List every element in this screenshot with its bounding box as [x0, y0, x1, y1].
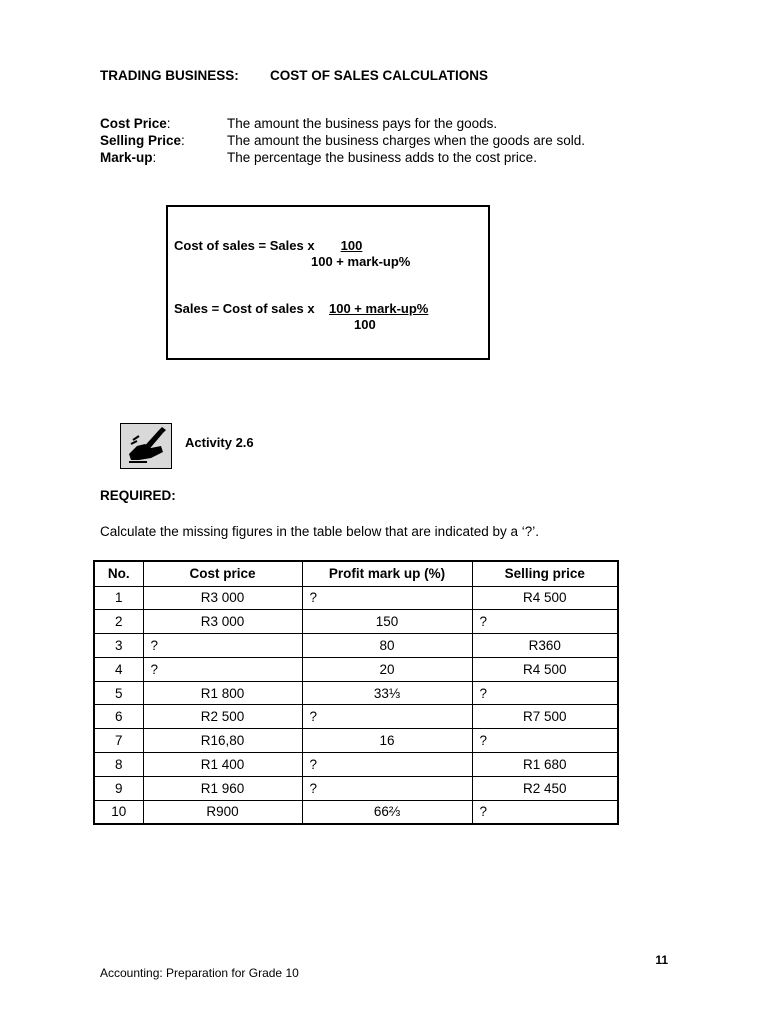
- cell-no: 7: [94, 729, 143, 753]
- markup-table: [93, 560, 619, 825]
- table-row: [94, 586, 618, 610]
- cell-selling-price: R4 500: [472, 657, 618, 681]
- formula1-denominator: 100 + mark-up%: [311, 254, 411, 269]
- header-cost-price: Cost price: [143, 561, 302, 586]
- definition-term-suffix: :: [181, 133, 185, 148]
- definition-text: The percentage the business adds to the cost price.: [227, 150, 537, 165]
- cell-cost-price: R1 800: [143, 681, 302, 705]
- definition-term: [100, 116, 171, 131]
- header-no: No.: [94, 561, 143, 586]
- table-row: [94, 776, 618, 800]
- cell-cost-price: R3 000: [143, 610, 302, 634]
- formula1-lhs: Cost of sales = Sales x: [174, 238, 315, 253]
- table-row: [94, 729, 618, 753]
- cell-no: 2: [94, 610, 143, 634]
- required-heading: REQUIRED:: [100, 488, 176, 503]
- table-row: [94, 634, 618, 658]
- cell-profit-markup: 80: [302, 634, 472, 658]
- formula2-denominator: 100: [354, 317, 376, 332]
- cell-selling-price: ?: [472, 681, 618, 705]
- definition-term: [100, 150, 156, 165]
- cell-no: 10: [94, 800, 143, 824]
- formula2-numerator: 100 + mark-up%: [329, 301, 429, 316]
- cell-no: 6: [94, 705, 143, 729]
- cell-profit-markup: ?: [302, 753, 472, 777]
- table-row: [94, 681, 618, 705]
- cell-cost-price: R2 500: [143, 705, 302, 729]
- cell-cost-price: R900: [143, 800, 302, 824]
- cell-profit-markup: ?: [302, 705, 472, 729]
- cell-profit-markup: 20: [302, 657, 472, 681]
- cell-no: 3: [94, 634, 143, 658]
- cell-cost-price: R16,80: [143, 729, 302, 753]
- cell-selling-price: R2 450: [472, 776, 618, 800]
- page-title-section: TRADING BUSINESS:: [100, 68, 239, 83]
- definition-term: [100, 133, 185, 148]
- cell-no: 1: [94, 586, 143, 610]
- cell-cost-price: R3 000: [143, 586, 302, 610]
- instruction-text: Calculate the missing figures in the table below that are indicated by a ‘?’.: [100, 524, 540, 539]
- formula-box: [166, 205, 490, 360]
- definition-text: The amount the business charges when the goods are sold.: [227, 133, 585, 148]
- footer-text: Accounting: Preparation for Grade 10: [100, 966, 299, 980]
- cell-no: 9: [94, 776, 143, 800]
- cell-cost-price: ?: [143, 657, 302, 681]
- table-row: [94, 610, 618, 634]
- formula1-numerator: 100: [340, 238, 363, 253]
- cell-selling-price: R360: [472, 634, 618, 658]
- cell-profit-markup: ?: [302, 776, 472, 800]
- header-profit-markup: Profit mark up (%): [302, 561, 472, 586]
- cell-profit-markup: 16: [302, 729, 472, 753]
- table-row: [94, 657, 618, 681]
- table-row: [94, 705, 618, 729]
- definition-term-label: Cost Price: [100, 116, 167, 131]
- cell-selling-price: R4 500: [472, 586, 618, 610]
- cell-cost-price: ?: [143, 634, 302, 658]
- formula2-lhs: Sales = Cost of sales x: [174, 301, 315, 316]
- cell-selling-price: R7 500: [472, 705, 618, 729]
- cell-profit-markup: 66⅔: [302, 800, 472, 824]
- page-number: 11: [655, 953, 668, 967]
- cell-no: 5: [94, 681, 143, 705]
- page-title: COST OF SALES CALCULATIONS: [270, 68, 488, 83]
- cell-cost-price: R1 960: [143, 776, 302, 800]
- definition-term-label: Mark-up: [100, 150, 153, 165]
- cell-no: 4: [94, 657, 143, 681]
- definition-term-label: Selling Price: [100, 133, 182, 148]
- writing-hand-icon: [120, 423, 172, 469]
- cell-no: 8: [94, 753, 143, 777]
- definition-term-suffix: :: [166, 116, 171, 131]
- cell-selling-price: ?: [472, 610, 618, 634]
- header-selling-price: Selling price: [472, 561, 618, 586]
- table-row: [94, 753, 618, 777]
- definition-term-suffix: :: [152, 150, 157, 165]
- cell-cost-price: R1 400: [143, 753, 302, 777]
- cell-profit-markup: 150: [302, 610, 472, 634]
- cell-profit-markup: ?: [302, 586, 472, 610]
- table-row: [94, 800, 618, 824]
- definition-text: The amount the business pays for the goods.: [227, 116, 498, 131]
- cell-selling-price: ?: [472, 729, 618, 753]
- cell-profit-markup: 33⅓: [302, 681, 472, 705]
- table-header-row: [94, 561, 618, 586]
- cell-selling-price: R1 680: [472, 753, 618, 777]
- activity-label: Activity 2.6: [185, 435, 254, 450]
- cell-selling-price: ?: [472, 800, 618, 824]
